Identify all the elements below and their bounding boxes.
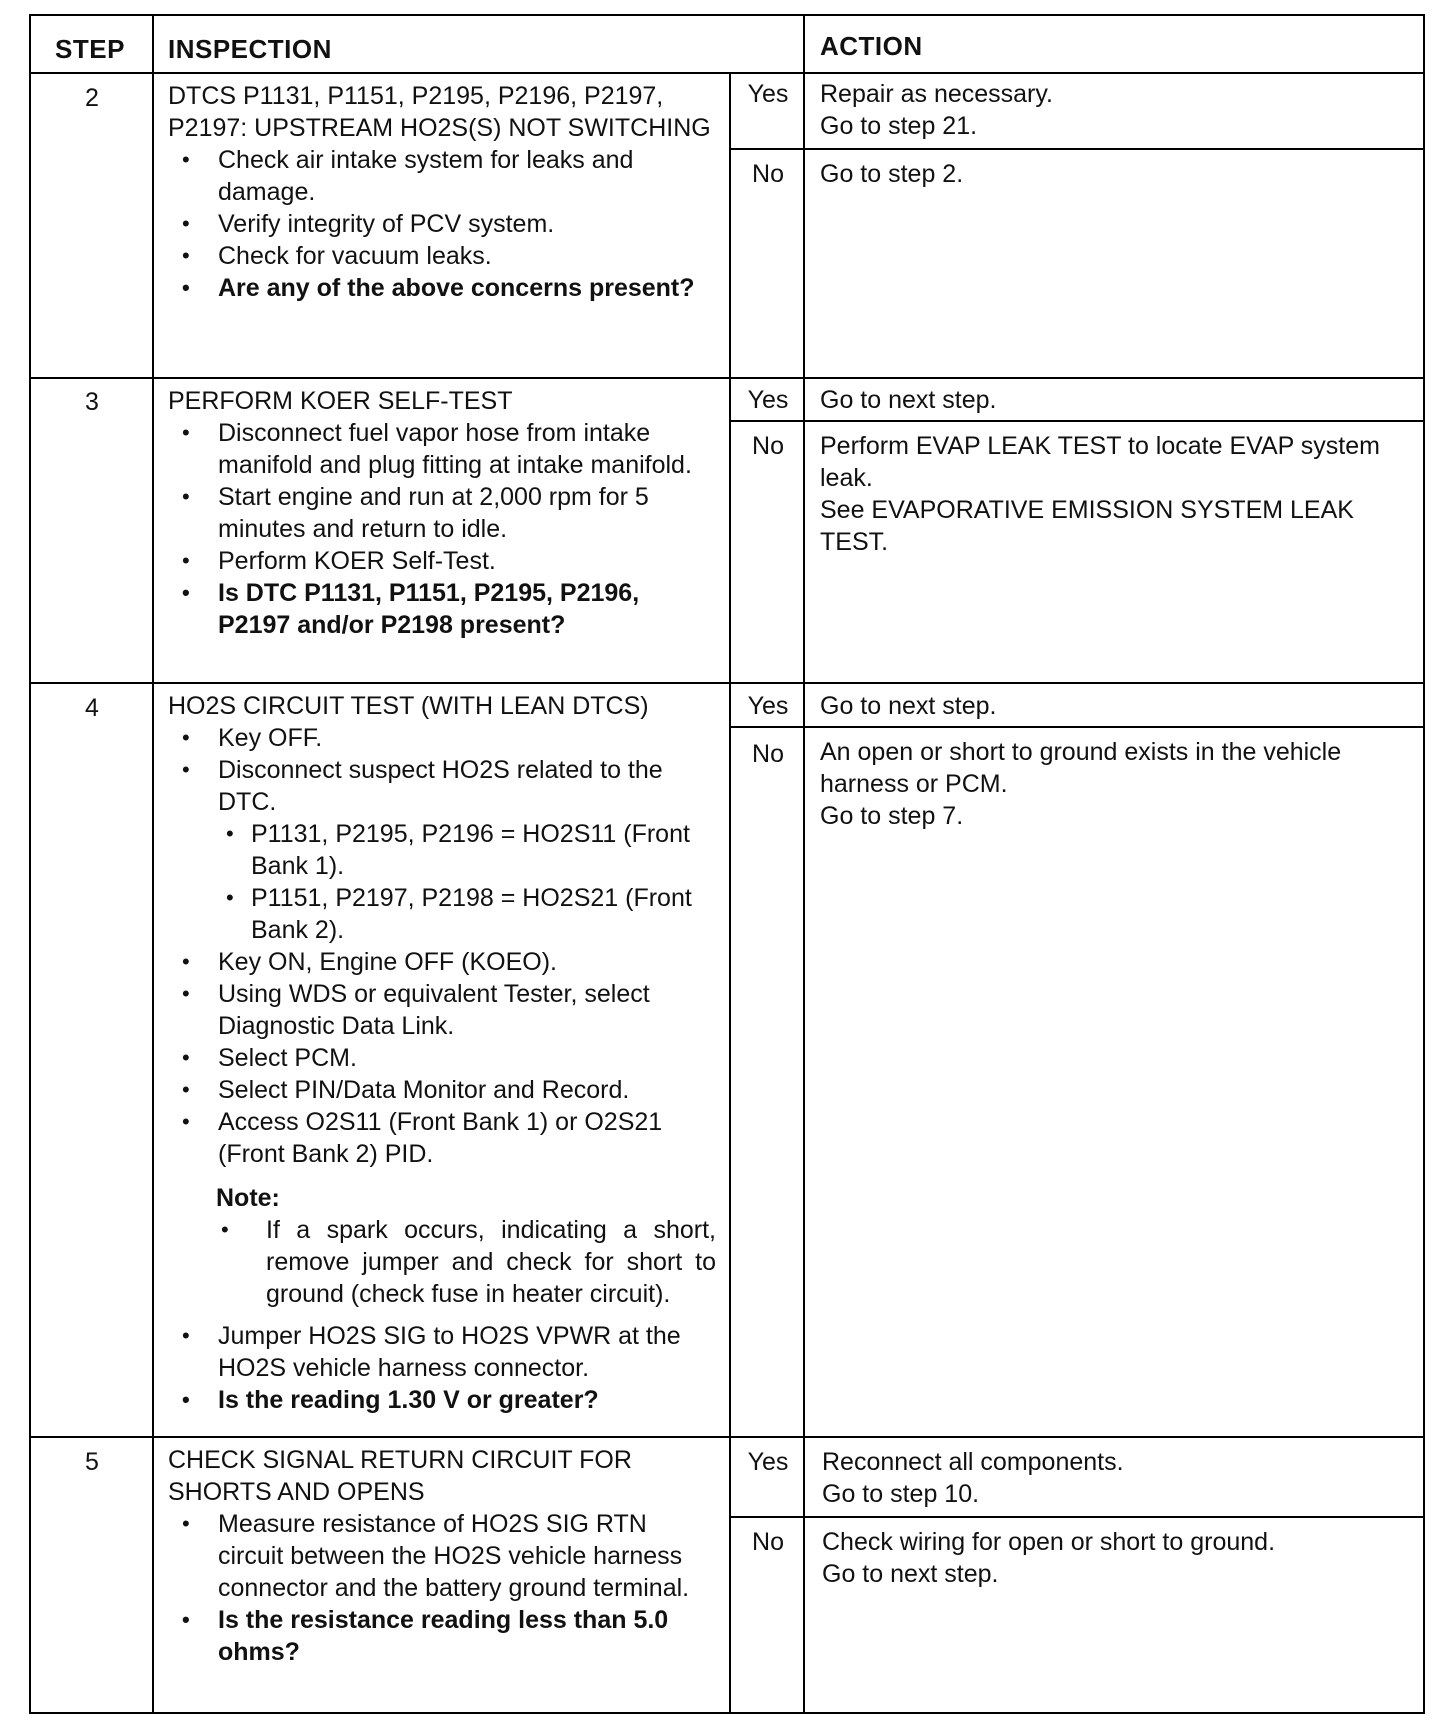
list-item: • P1131, P2195, P2196 = HO2S11 (Front Bank 1). [216,818,716,882]
header-inspection: INSPECTION [168,34,332,64]
header-step: STEP [55,34,125,64]
no-action [822,1526,1412,1590]
inspection-bullets [168,144,713,304]
column-divider-step [152,14,154,1714]
action-line: See EVAPORATIVE EMISSION SYSTEM LEAK TEST. [820,496,1354,556]
inspection-bullets [168,1508,716,1668]
inspection-question: • Is the resistance reading less than 5.0 ohms? [168,1604,716,1668]
yesno-divider-row2 [729,148,1425,150]
action-line: Go to next step. [820,386,997,414]
no-label: No [752,160,784,188]
action-line: Check wiring for open or short to ground. [822,1528,1276,1556]
action-line: Go to step 2. [820,160,964,188]
header-action: ACTION [820,31,923,61]
inspection-bullets [168,946,716,1170]
yesno-divider-row4 [729,726,1425,728]
yes-action [820,78,1410,142]
inspection-cell-step-2 [168,80,713,304]
action-line: Go to step 7. [820,802,964,830]
row-divider-4-5 [29,1436,1425,1438]
inspection-title: PERFORM KOER SELF-TEST [168,387,513,415]
note-text: • If a spark occurs, indicating a short, remove jumper and check for short to ground (check fuse in heater circuit). [216,1214,716,1310]
no-action [820,430,1410,558]
list-item: • Check for vacuum leaks. [168,240,713,272]
yes-action [820,690,1410,722]
inspection-cell-step-4 [168,690,716,1416]
no-label: No [752,1528,784,1556]
list-item: • Check air intake system for leaks and damage. [168,144,713,208]
step-number: 2 [85,84,99,112]
inspection-title: HO2S CIRCUIT TEST (WITH LEAN DTCS) [168,692,649,720]
inspection-title: CHECK SIGNAL RETURN CIRCUIT FOR SHORTS AND OPENS [168,1446,632,1506]
list-item: • Disconnect suspect HO2S related to the DTC. [168,754,716,818]
yes-action [822,1446,1412,1510]
note-bullets [216,1214,716,1310]
action-line: Repair as necessary. [820,80,1053,108]
no-action [820,158,1410,190]
list-item: • Verify integrity of PCV system. [168,208,713,240]
list-item: • Using WDS or equivalent Tester, select Diagnostic Data Link. [168,978,716,1042]
list-item: • Disconnect fuel vapor hose from intake manifold and plug fitting at intake manifold. [168,417,713,481]
list-item: • Select PIN/Data Monitor and Record. [168,1074,716,1106]
note-block [216,1182,716,1310]
inspection-sub-bullets [216,818,716,946]
list-item: • Key OFF. [168,722,716,754]
action-line: Go to step 10. [822,1480,980,1508]
action-line: Perform EVAP LEAK TEST to locate EVAP system leak. [820,432,1380,492]
row-divider-3-4 [29,682,1425,684]
action-line: Go to step 21. [820,112,978,140]
inspection-bullets [168,1320,716,1416]
yes-action [820,384,1410,416]
inspection-title: DTCS P1131, P1151, P2195, P2196, P2197, P2197: UPSTREAM HO2S(S) NOT SWITCHING [168,82,711,142]
inspection-question: • Is DTC P1131, P1151, P2195, P2196, P2197 and/or P2198 present? [168,577,713,641]
inspection-question: • Are any of the above concerns present? [168,272,713,304]
action-line: An open or short to ground exists in the vehicle harness or PCM. [820,738,1342,798]
list-item: • Access O2S11 (Front Bank 1) or O2S21 (Front Bank 2) PID. [168,1106,716,1170]
inspection-cell-step-5 [168,1444,716,1668]
inspection-bullets [168,417,713,641]
list-item: • Jumper HO2S SIG to HO2S VPWR at the HO2S vehicle harness connector. [168,1320,716,1384]
step-number: 5 [85,1448,99,1476]
inspection-cell-step-3 [168,385,713,641]
yes-label: Yes [747,692,789,720]
action-line: Go to next step. [822,1560,999,1588]
no-action [820,736,1415,832]
yesno-divider-row3 [729,420,1425,422]
note-label: Note: [216,1184,280,1212]
step-number: 3 [85,388,99,416]
yes-label: Yes [747,386,789,414]
yes-label: Yes [747,1448,789,1476]
list-item: • Start engine and run at 2,000 rpm for 5 minutes and return to idle. [168,481,713,545]
yes-label: Yes [747,80,789,108]
no-label: No [752,740,784,768]
list-item: • Key ON, Engine OFF (KOEO). [168,946,716,978]
list-item: • Select PCM. [168,1042,716,1074]
column-divider-yesno [729,72,731,1714]
yesno-divider-row5 [729,1516,1425,1518]
action-line: Reconnect all components. [822,1448,1124,1476]
row-divider-2-3 [29,377,1425,379]
step-number: 4 [85,694,99,722]
inspection-question: • Is the reading 1.30 V or greater? [168,1384,716,1416]
header-divider [29,72,1425,74]
list-item: • Measure resistance of HO2S SIG RTN circuit between the HO2S vehicle harness connector and the battery ground terminal. [168,1508,716,1604]
list-item: • P1151, P2197, P2198 = HO2S21 (Front Bank 2). [216,882,716,946]
list-item: • Perform KOER Self-Test. [168,545,713,577]
inspection-bullets [168,722,716,818]
no-label: No [752,432,784,460]
action-line: Go to next step. [820,692,997,720]
